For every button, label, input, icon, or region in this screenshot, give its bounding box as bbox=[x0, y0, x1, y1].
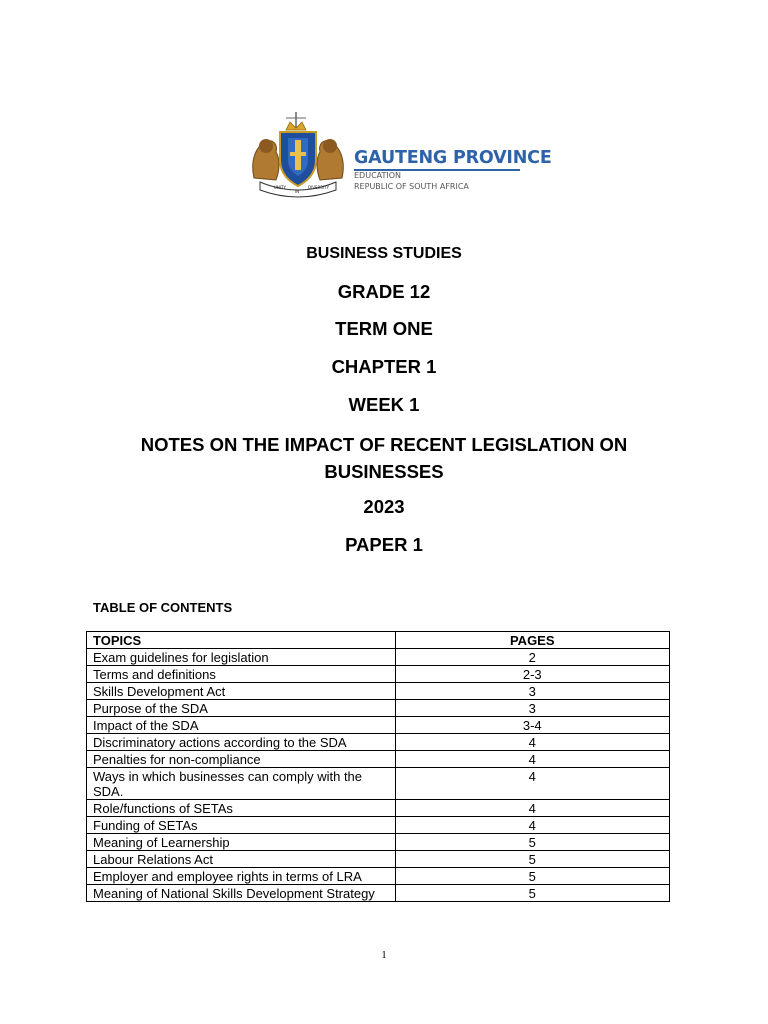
year-heading: 2023 bbox=[363, 496, 405, 517]
toc-topic-cell: Purpose of the SDA bbox=[87, 700, 396, 717]
toc-topic-cell: Skills Development Act bbox=[87, 683, 396, 700]
toc-pages-cell: 4 bbox=[395, 768, 670, 800]
table-row bbox=[87, 885, 670, 902]
chapter-heading: CHAPTER 1 bbox=[331, 356, 437, 377]
table-row bbox=[87, 683, 670, 700]
table-row bbox=[87, 666, 670, 683]
table-row bbox=[87, 717, 670, 734]
toc-pages-cell: 4 bbox=[395, 751, 670, 768]
paper-heading: PAPER 1 bbox=[345, 534, 423, 555]
motto-left: UNITY bbox=[274, 185, 286, 190]
toc-table bbox=[86, 631, 670, 902]
notes-heading: NOTES ON THE IMPACT OF RECENT LEGISLATION ON BUSINESSES bbox=[140, 434, 628, 482]
province-name: GAUTENG PROVINCE bbox=[354, 148, 552, 168]
toc-pages-cell: 5 bbox=[395, 868, 670, 885]
toc-topic-cell: Meaning of National Skills Development Strategy bbox=[87, 885, 396, 902]
toc-col-topics: TOPICS bbox=[87, 632, 396, 649]
toc-pages-cell: 2-3 bbox=[395, 666, 670, 683]
toc-topic-cell: Impact of the SDA bbox=[87, 717, 396, 734]
toc-title: TABLE OF CONTENTS bbox=[93, 600, 233, 615]
motto-mid: IN bbox=[295, 189, 300, 194]
table-row bbox=[87, 817, 670, 834]
toc-topic-cell: Exam guidelines for legislation bbox=[87, 649, 396, 666]
toc-topic-cell: Penalties for non-compliance bbox=[87, 751, 396, 768]
page-number: 1 bbox=[381, 949, 387, 961]
toc-pages-cell: 3-4 bbox=[395, 717, 670, 734]
toc-pages-cell: 4 bbox=[395, 734, 670, 751]
toc-header-row bbox=[87, 632, 670, 649]
toc-col-pages: PAGES bbox=[395, 632, 670, 649]
grade-heading: GRADE 12 bbox=[337, 281, 431, 302]
table-row bbox=[87, 751, 670, 768]
toc-topic-cell: Role/functions of SETAs bbox=[87, 800, 396, 817]
toc-pages-cell: 2 bbox=[395, 649, 670, 666]
toc-pages-cell: 5 bbox=[395, 851, 670, 868]
table-row bbox=[87, 700, 670, 717]
table-row bbox=[87, 649, 670, 666]
table-row bbox=[87, 851, 670, 868]
country-name: REPUBLIC OF SOUTH AFRICA bbox=[354, 182, 469, 191]
toc-topic-cell: Ways in which businesses can comply with the SDA. bbox=[87, 768, 396, 800]
table-row bbox=[87, 768, 670, 800]
toc-pages-cell: 4 bbox=[395, 800, 670, 817]
subject-title: BUSINESS STUDIES bbox=[306, 245, 462, 262]
table-row bbox=[87, 800, 670, 817]
toc-pages-cell: 3 bbox=[395, 683, 670, 700]
gauteng-logo bbox=[246, 108, 552, 200]
coat-of-arms-icon bbox=[246, 108, 350, 200]
toc-pages-cell: 5 bbox=[395, 834, 670, 851]
toc-topic-cell: Employer and employee rights in terms of LRA bbox=[87, 868, 396, 885]
toc-topic-cell: Meaning of Learnership bbox=[87, 834, 396, 851]
toc-topic-cell: Funding of SETAs bbox=[87, 817, 396, 834]
department-name: EDUCATION bbox=[354, 171, 402, 180]
week-heading: WEEK 1 bbox=[348, 394, 420, 415]
toc-pages-cell: 5 bbox=[395, 885, 670, 902]
toc-topic-cell: Discriminatory actions according to the SDA bbox=[87, 734, 396, 751]
term-heading: TERM ONE bbox=[335, 318, 433, 339]
toc-pages-cell: 3 bbox=[395, 700, 670, 717]
toc-topic-cell: Terms and definitions bbox=[87, 666, 396, 683]
table-row bbox=[87, 834, 670, 851]
toc-pages-cell: 4 bbox=[395, 817, 670, 834]
motto-right: DIVERSITY bbox=[308, 185, 329, 190]
table-row bbox=[87, 734, 670, 751]
table-row bbox=[87, 868, 670, 885]
toc-topic-cell: Labour Relations Act bbox=[87, 851, 396, 868]
